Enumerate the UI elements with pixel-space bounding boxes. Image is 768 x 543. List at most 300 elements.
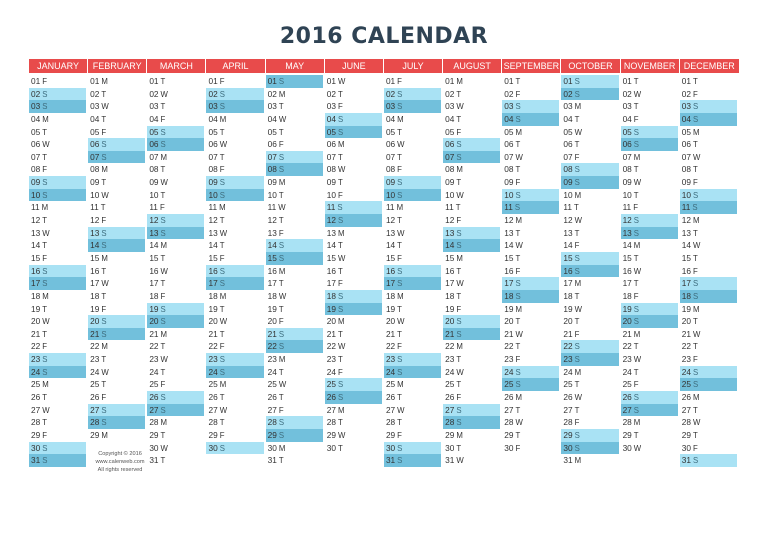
- day-cell: [206, 75, 263, 88]
- day-cell: [561, 138, 618, 151]
- day-cell: [561, 303, 618, 316]
- weekday-letter: T: [42, 152, 47, 162]
- day-number: 12: [385, 215, 396, 226]
- day-number: 22: [504, 341, 514, 352]
- day-cell: [266, 126, 323, 139]
- day-number: 31: [563, 455, 573, 466]
- weekday-letter: S: [515, 367, 521, 377]
- weekday-letter: W: [515, 329, 523, 339]
- month-column-september: [502, 59, 561, 467]
- weekday-letter: S: [397, 89, 403, 99]
- day-cell: [502, 100, 559, 113]
- day-number: 15: [681, 252, 691, 263]
- weekday-letter: S: [338, 127, 344, 137]
- day-number: 20: [267, 316, 277, 327]
- day-cell: [206, 429, 263, 442]
- weekday-letter: M: [278, 355, 286, 365]
- day-cell: [621, 113, 678, 126]
- day-list: [266, 75, 325, 467]
- day-cell: [680, 126, 737, 139]
- day-number: 07: [504, 151, 514, 162]
- weekday-letter: W: [219, 317, 228, 327]
- day-cell: [266, 328, 323, 341]
- weekday-letter: T: [633, 190, 639, 200]
- weekday-letter: T: [456, 266, 462, 276]
- day-number: 23: [445, 354, 455, 365]
- month-column-november: [621, 59, 680, 467]
- day-cell: [443, 201, 500, 214]
- day-cell: [443, 277, 500, 290]
- day-number: 24: [563, 366, 573, 377]
- day-cell: [325, 100, 382, 113]
- day-cell: [443, 442, 500, 455]
- day-cell: [680, 100, 737, 113]
- weekday-letter: T: [219, 241, 225, 251]
- day-number: 01: [31, 76, 41, 86]
- day-number: 17: [326, 278, 337, 289]
- weekday-letter: S: [574, 342, 580, 352]
- day-number: 03: [267, 101, 277, 112]
- day-number: 27: [31, 404, 41, 415]
- day-cell: [680, 189, 737, 202]
- weekday-letter: T: [692, 228, 698, 238]
- weekday-letter: S: [278, 418, 285, 428]
- day-cell: [621, 315, 678, 328]
- weekday-letter: W: [633, 89, 642, 99]
- day-number: 14: [445, 240, 455, 251]
- day-number: 08: [90, 164, 100, 175]
- day-cell: [206, 303, 263, 316]
- weekday-letter: S: [42, 355, 48, 365]
- day-cell: [443, 378, 500, 391]
- day-number: 07: [445, 151, 455, 162]
- day-number: 29: [681, 429, 691, 440]
- day-cell: [443, 239, 500, 252]
- weekday-letter: S: [515, 114, 521, 124]
- day-number: 16: [445, 265, 455, 276]
- weekday-letter: T: [338, 443, 343, 453]
- weekday-letter: W: [633, 355, 642, 365]
- day-cell: [680, 201, 737, 214]
- day-number: 04: [326, 113, 337, 124]
- day-cell: [147, 429, 204, 442]
- day-number: 15: [563, 252, 573, 263]
- day-number: 08: [385, 164, 396, 175]
- day-cell: [443, 252, 500, 265]
- day-number: 10: [149, 189, 159, 200]
- day-number: 11: [326, 202, 336, 213]
- day-number: 10: [208, 189, 218, 200]
- day-number: 25: [267, 379, 277, 390]
- day-cell: [29, 176, 86, 189]
- weekday-letter: F: [574, 152, 580, 162]
- weekday-letter: W: [692, 241, 701, 251]
- day-cell: [206, 189, 263, 202]
- weekday-letter: T: [633, 77, 639, 86]
- day-number: 11: [681, 202, 691, 213]
- day-cell: [621, 201, 678, 214]
- day-number: 28: [445, 417, 455, 428]
- day-cell: [147, 75, 204, 88]
- day-number: 21: [326, 328, 337, 339]
- weekday-letter: F: [278, 317, 284, 327]
- day-number: 05: [149, 126, 159, 137]
- day-number: 01: [445, 76, 455, 86]
- day-cell: [443, 214, 500, 227]
- day-number: 14: [326, 240, 337, 251]
- day-number: 05: [208, 126, 218, 137]
- weekday-letter: W: [633, 443, 642, 453]
- day-number: 12: [504, 215, 514, 226]
- day-cell: [680, 442, 737, 455]
- day-number: 19: [504, 303, 514, 314]
- weekday-letter: S: [338, 291, 344, 301]
- day-number: 11: [504, 202, 513, 213]
- day-number: 06: [208, 139, 218, 150]
- day-cell: [680, 328, 737, 341]
- day-number: 20: [563, 316, 573, 327]
- day-cell: [266, 366, 323, 379]
- weekday-letter: M: [338, 405, 345, 415]
- day-cell: [88, 303, 145, 316]
- day-number: 09: [208, 177, 218, 188]
- weekday-letter: F: [42, 77, 47, 86]
- weekday-letter: T: [219, 127, 225, 137]
- day-number: 10: [445, 189, 455, 200]
- day-number: 15: [326, 252, 337, 263]
- weekday-letter: T: [160, 253, 166, 263]
- month-header: OCTOBER: [561, 59, 620, 73]
- weekday-letter: T: [456, 291, 462, 301]
- weekday-letter: S: [574, 253, 580, 263]
- weekday-letter: S: [515, 279, 521, 289]
- weekday-letter: W: [160, 266, 168, 276]
- day-cell: [384, 100, 441, 113]
- day-number: 18: [90, 290, 100, 301]
- day-cell: [88, 214, 145, 227]
- day-number: 09: [504, 177, 514, 188]
- day-number: 12: [208, 215, 218, 226]
- day-cell: [206, 126, 263, 139]
- day-list: [88, 75, 147, 442]
- day-cell: [561, 252, 618, 265]
- day-number: 09: [563, 177, 573, 188]
- day-cell: [384, 454, 441, 467]
- weekday-letter: T: [692, 77, 698, 86]
- weekday-letter: S: [219, 190, 225, 200]
- weekday-letter: S: [160, 405, 166, 415]
- day-number: 29: [31, 429, 41, 440]
- weekday-letter: S: [278, 165, 285, 175]
- weekday-letter: F: [397, 430, 402, 440]
- weekday-letter: F: [278, 140, 284, 150]
- day-cell: [561, 290, 618, 303]
- day-cell: [384, 328, 441, 341]
- day-cell: [266, 138, 323, 151]
- weekday-letter: M: [633, 329, 641, 339]
- day-cell: [206, 277, 263, 290]
- weekday-letter: S: [397, 456, 403, 466]
- month-column-may: [266, 59, 325, 467]
- day-cell: [88, 265, 145, 278]
- day-cell: [206, 227, 263, 240]
- month-column-december: [680, 59, 739, 467]
- day-list: [561, 75, 620, 467]
- day-cell: [147, 265, 204, 278]
- weekday-letter: W: [692, 418, 701, 428]
- day-cell: [561, 391, 618, 404]
- weekday-letter: T: [633, 102, 639, 112]
- day-number: 20: [149, 316, 159, 327]
- day-cell: [384, 201, 441, 214]
- day-cell: [384, 303, 441, 316]
- day-cell: [561, 265, 618, 278]
- day-cell: [680, 391, 737, 404]
- day-number: 15: [149, 252, 159, 263]
- day-cell: [680, 113, 737, 126]
- weekday-letter: S: [42, 456, 48, 466]
- day-cell: [621, 404, 678, 417]
- weekday-letter: W: [338, 165, 346, 175]
- weekday-letter: T: [160, 367, 166, 377]
- day-cell: [502, 290, 559, 303]
- weekday-letter: F: [42, 342, 47, 352]
- day-number: 01: [149, 76, 159, 86]
- weekday-letter: S: [42, 102, 48, 112]
- day-cell: [443, 189, 500, 202]
- weekday-letter: S: [397, 190, 403, 200]
- day-cell: [266, 214, 323, 227]
- day-cell: [147, 100, 204, 113]
- day-list: [29, 75, 88, 467]
- day-cell: [502, 315, 559, 328]
- day-cell: [621, 214, 678, 227]
- day-number: 21: [149, 328, 159, 339]
- weekday-letter: T: [338, 178, 343, 188]
- day-cell: [680, 88, 737, 101]
- day-cell: [443, 315, 500, 328]
- weekday-letter: F: [456, 393, 462, 403]
- day-number: 29: [385, 429, 396, 440]
- day-number: 14: [208, 240, 218, 251]
- weekday-letter: T: [101, 380, 107, 390]
- weekday-letter: F: [515, 178, 521, 188]
- weekday-letter: M: [574, 190, 582, 200]
- day-cell: [621, 75, 678, 88]
- day-cell: [29, 416, 86, 429]
- day-cell: [502, 88, 559, 101]
- day-cell: [88, 126, 145, 139]
- day-number: 20: [326, 316, 337, 327]
- weekday-letter: S: [219, 178, 225, 188]
- day-number: 25: [326, 379, 337, 390]
- day-number: 31: [149, 455, 159, 466]
- day-cell: [561, 88, 618, 101]
- weekday-letter: M: [692, 304, 700, 314]
- weekday-letter: M: [160, 241, 168, 251]
- weekday-letter: M: [219, 380, 227, 390]
- weekday-letter: W: [515, 241, 523, 251]
- day-cell: [325, 113, 382, 126]
- day-cell: [29, 391, 86, 404]
- day-number: 23: [385, 354, 396, 365]
- month-column-march: [147, 59, 206, 467]
- weekday-letter: S: [397, 367, 403, 377]
- day-cell: [206, 340, 263, 353]
- weekday-letter: S: [692, 190, 699, 200]
- day-cell: [206, 416, 263, 429]
- day-cell: [206, 88, 263, 101]
- weekday-letter: W: [692, 152, 701, 162]
- day-cell: [680, 353, 737, 366]
- day-number: 13: [563, 227, 573, 238]
- day-cell: [29, 113, 86, 126]
- day-number: 25: [681, 379, 691, 390]
- day-number: 19: [445, 303, 455, 314]
- day-cell: [206, 265, 263, 278]
- weekday-letter: M: [397, 291, 404, 301]
- weekday-letter: S: [338, 216, 344, 226]
- day-number: 16: [622, 265, 632, 276]
- day-cell: [266, 454, 323, 467]
- day-number: 02: [31, 88, 41, 99]
- weekday-letter: T: [278, 190, 284, 200]
- day-number: 22: [208, 341, 218, 352]
- day-number: 04: [385, 113, 396, 124]
- weekday-letter: W: [456, 190, 464, 200]
- day-number: 05: [681, 126, 691, 137]
- day-number: 30: [326, 442, 337, 453]
- weekday-letter: M: [338, 140, 345, 150]
- day-cell: [384, 353, 441, 366]
- weekday-letter: T: [278, 393, 284, 403]
- day-cell: [206, 100, 263, 113]
- day-number: 06: [90, 139, 100, 150]
- day-cell: [561, 239, 618, 252]
- day-number: 23: [31, 354, 41, 365]
- weekday-letter: W: [42, 317, 50, 327]
- day-number: 18: [681, 290, 691, 301]
- day-number: 07: [267, 151, 277, 162]
- day-number: 12: [267, 215, 277, 226]
- day-cell: [384, 378, 441, 391]
- day-number: 29: [208, 429, 218, 440]
- day-number: 14: [385, 240, 396, 251]
- weekday-letter: S: [101, 140, 107, 150]
- day-number: 23: [622, 354, 632, 365]
- weekday-letter: T: [515, 317, 521, 327]
- weekday-letter: W: [101, 190, 109, 200]
- day-number: 12: [326, 215, 337, 226]
- day-number: 26: [31, 392, 41, 403]
- day-cell: [680, 265, 737, 278]
- weekday-letter: T: [42, 393, 47, 403]
- weekday-letter: S: [101, 241, 107, 251]
- day-cell: [680, 404, 737, 417]
- day-number: 05: [385, 126, 396, 137]
- day-cell: [206, 353, 263, 366]
- weekday-letter: M: [456, 430, 463, 440]
- day-cell: [561, 176, 618, 189]
- weekday-letter: S: [42, 367, 48, 377]
- weekday-letter: S: [515, 190, 521, 200]
- day-number: 07: [31, 151, 41, 162]
- weekday-letter: M: [101, 430, 108, 440]
- day-number: 22: [149, 341, 159, 352]
- weekday-letter: T: [692, 253, 698, 263]
- weekday-letter: S: [574, 355, 580, 365]
- day-number: 16: [31, 265, 41, 276]
- day-cell: [206, 252, 263, 265]
- day-cell: [384, 239, 441, 252]
- weekday-letter: T: [515, 253, 521, 263]
- day-number: 01: [267, 76, 277, 86]
- day-number: 11: [208, 202, 218, 213]
- weekday-letter: S: [456, 405, 462, 415]
- day-cell: [680, 214, 737, 227]
- weekday-letter: S: [219, 266, 225, 276]
- day-number: 24: [326, 366, 337, 377]
- weekday-letter: F: [160, 380, 166, 390]
- day-cell: [443, 75, 500, 88]
- day-cell: [621, 366, 678, 379]
- weekday-letter: W: [278, 291, 287, 301]
- weekday-letter: W: [515, 418, 523, 428]
- day-cell: [621, 429, 678, 442]
- weekday-letter: T: [338, 89, 343, 99]
- weekday-letter: F: [101, 304, 107, 314]
- day-cell: [621, 303, 678, 316]
- weekday-letter: F: [515, 355, 521, 365]
- day-number: 03: [31, 101, 41, 112]
- weekday-letter: T: [160, 279, 166, 289]
- day-cell: [206, 138, 263, 151]
- weekday-letter: W: [515, 152, 523, 162]
- day-cell: [206, 176, 263, 189]
- day-cell: [384, 75, 441, 88]
- day-cell: [502, 416, 559, 429]
- day-cell: [621, 239, 678, 252]
- weekday-letter: F: [515, 266, 521, 276]
- weekday-letter: S: [633, 393, 639, 403]
- day-cell: [266, 113, 323, 126]
- day-list: [147, 75, 206, 467]
- day-cell: [29, 252, 86, 265]
- day-number: 13: [445, 227, 455, 238]
- day-number: 23: [149, 354, 159, 365]
- day-cell: [147, 416, 204, 429]
- day-list: [206, 75, 265, 454]
- day-cell: [502, 340, 559, 353]
- day-number: 21: [267, 328, 277, 339]
- day-cell: [384, 366, 441, 379]
- day-cell: [206, 239, 263, 252]
- weekday-letter: W: [574, 393, 582, 403]
- calendar-title: 2016 CALENDAR: [279, 24, 489, 49]
- day-number: 19: [31, 303, 41, 314]
- day-cell: [266, 163, 323, 176]
- day-number: 13: [208, 227, 218, 238]
- day-number: 24: [90, 366, 100, 377]
- weekday-letter: S: [42, 178, 48, 188]
- weekday-letter: M: [278, 443, 286, 453]
- month-column-february: [88, 59, 147, 467]
- day-cell: [88, 416, 145, 429]
- day-cell: [561, 151, 618, 164]
- day-cell: [680, 252, 737, 265]
- day-number: 10: [31, 189, 41, 200]
- weekday-letter: W: [574, 304, 582, 314]
